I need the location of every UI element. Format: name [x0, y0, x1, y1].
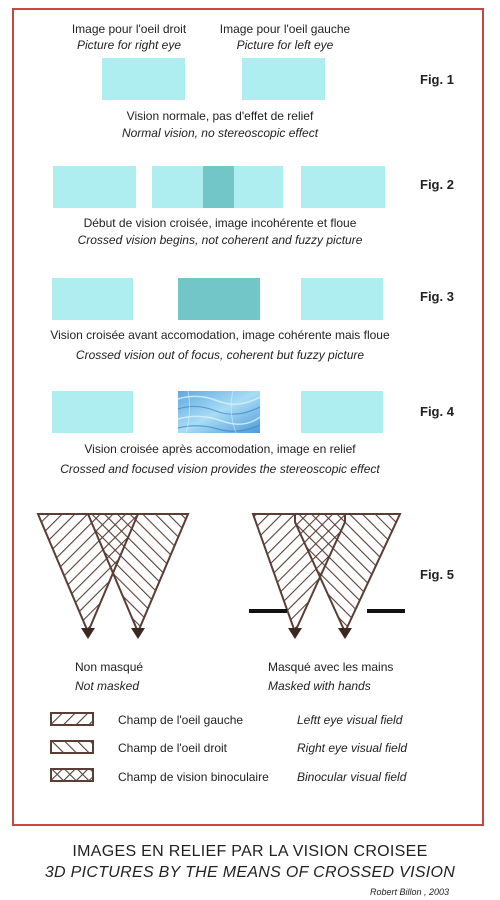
fig1-caption-fr: Vision normale, pas d'effet de relief	[126, 109, 314, 123]
fig3-caption-en: Crossed vision out of focus, coherent but fuzzy picture	[75, 348, 365, 362]
masked-left-eye-marker	[288, 628, 302, 639]
fig4-right-image	[301, 391, 383, 433]
fig1-right-eye-label-fr: Image pour l'oeil droit	[71, 22, 187, 36]
masked-right-eye-marker	[338, 628, 352, 639]
fig3-left-image	[52, 278, 133, 320]
left-hand-mask	[249, 609, 287, 613]
unmasked-right-eye-marker	[131, 628, 145, 639]
legend-binocular-en: Binocular visual field	[297, 770, 407, 784]
fig5-masked-diagram	[245, 512, 410, 644]
page-title-en: 3D PICTURES BY THE MEANS OF CROSSED VISION	[44, 864, 456, 881]
fig1-left-image	[242, 58, 325, 100]
fig2-caption-fr: Début de vision croisée, image incohérente et floue	[83, 216, 357, 230]
legend-left-eye-fr: Champ de l'oeil gauche	[118, 713, 244, 727]
fig1-left-eye-label-fr: Image pour l'oeil gauche	[219, 22, 351, 36]
fig3-caption-fr: Vision croisée avant accomodation, image cohérente mais floue	[50, 328, 390, 342]
fig5-unmasked-diagram	[38, 512, 190, 644]
unmasked-left-eye-marker	[81, 628, 95, 639]
legend-right-eye-en: Right eye visual field	[297, 741, 408, 755]
fig5-masked-en: Masked with hands	[268, 679, 371, 693]
fig1-caption-en: Normal vision, no stereoscopic effect	[121, 126, 319, 140]
fig4-left-image	[52, 391, 133, 433]
legend-left-eye-hatch-icon	[50, 712, 94, 726]
fig4-caption-en: Crossed and focused vision provides the stereoscopic effect	[60, 462, 380, 476]
fig3-fused-image	[178, 278, 260, 320]
fig1-label: Fig. 1	[420, 72, 454, 87]
right-hand-mask	[367, 609, 405, 613]
fig4-caption-fr: Vision croisée après accomodation, image en relief	[84, 442, 356, 456]
fig2-caption-en: Crossed vision begins, not coherent and fuzzy picture	[77, 233, 363, 247]
legend-right-eye-fr: Champ de l'oeil droit	[118, 741, 228, 755]
fig4-relief-image	[178, 391, 260, 433]
fig2-overlap-region	[203, 166, 234, 208]
legend-left-eye-en: Leftt eye visual field	[297, 713, 403, 727]
fig3-label: Fig. 3	[420, 289, 454, 304]
fig1-left-eye-label-en: Picture for left eye	[236, 38, 334, 52]
fig1-right-eye-label-en: Picture for right eye	[76, 38, 182, 52]
fig3-right-image	[301, 278, 383, 320]
fig2-left-ghost-image	[53, 166, 136, 208]
fig2-right-ghost-image	[301, 166, 385, 208]
fig1-right-image	[102, 58, 185, 100]
fig2-label: Fig. 2	[420, 177, 454, 192]
fig4-label: Fig. 4	[420, 404, 454, 419]
fig5-masked-fr: Masqué avec les mains	[268, 660, 394, 674]
page-title-fr: IMAGES EN RELIEF PAR LA VISION CROISEE	[72, 843, 428, 860]
author-credit: Robert Billon , 2003	[370, 887, 450, 897]
fig5-unmasked-en: Not masked	[75, 679, 140, 693]
legend-binocular-hatch-icon	[50, 768, 94, 782]
fig5-label: Fig. 5	[420, 567, 454, 582]
fig5-unmasked-fr: Non masqué	[75, 660, 144, 674]
legend-binocular-fr: Champ de vision binoculaire	[118, 770, 269, 784]
legend-right-eye-hatch-icon	[50, 740, 94, 754]
